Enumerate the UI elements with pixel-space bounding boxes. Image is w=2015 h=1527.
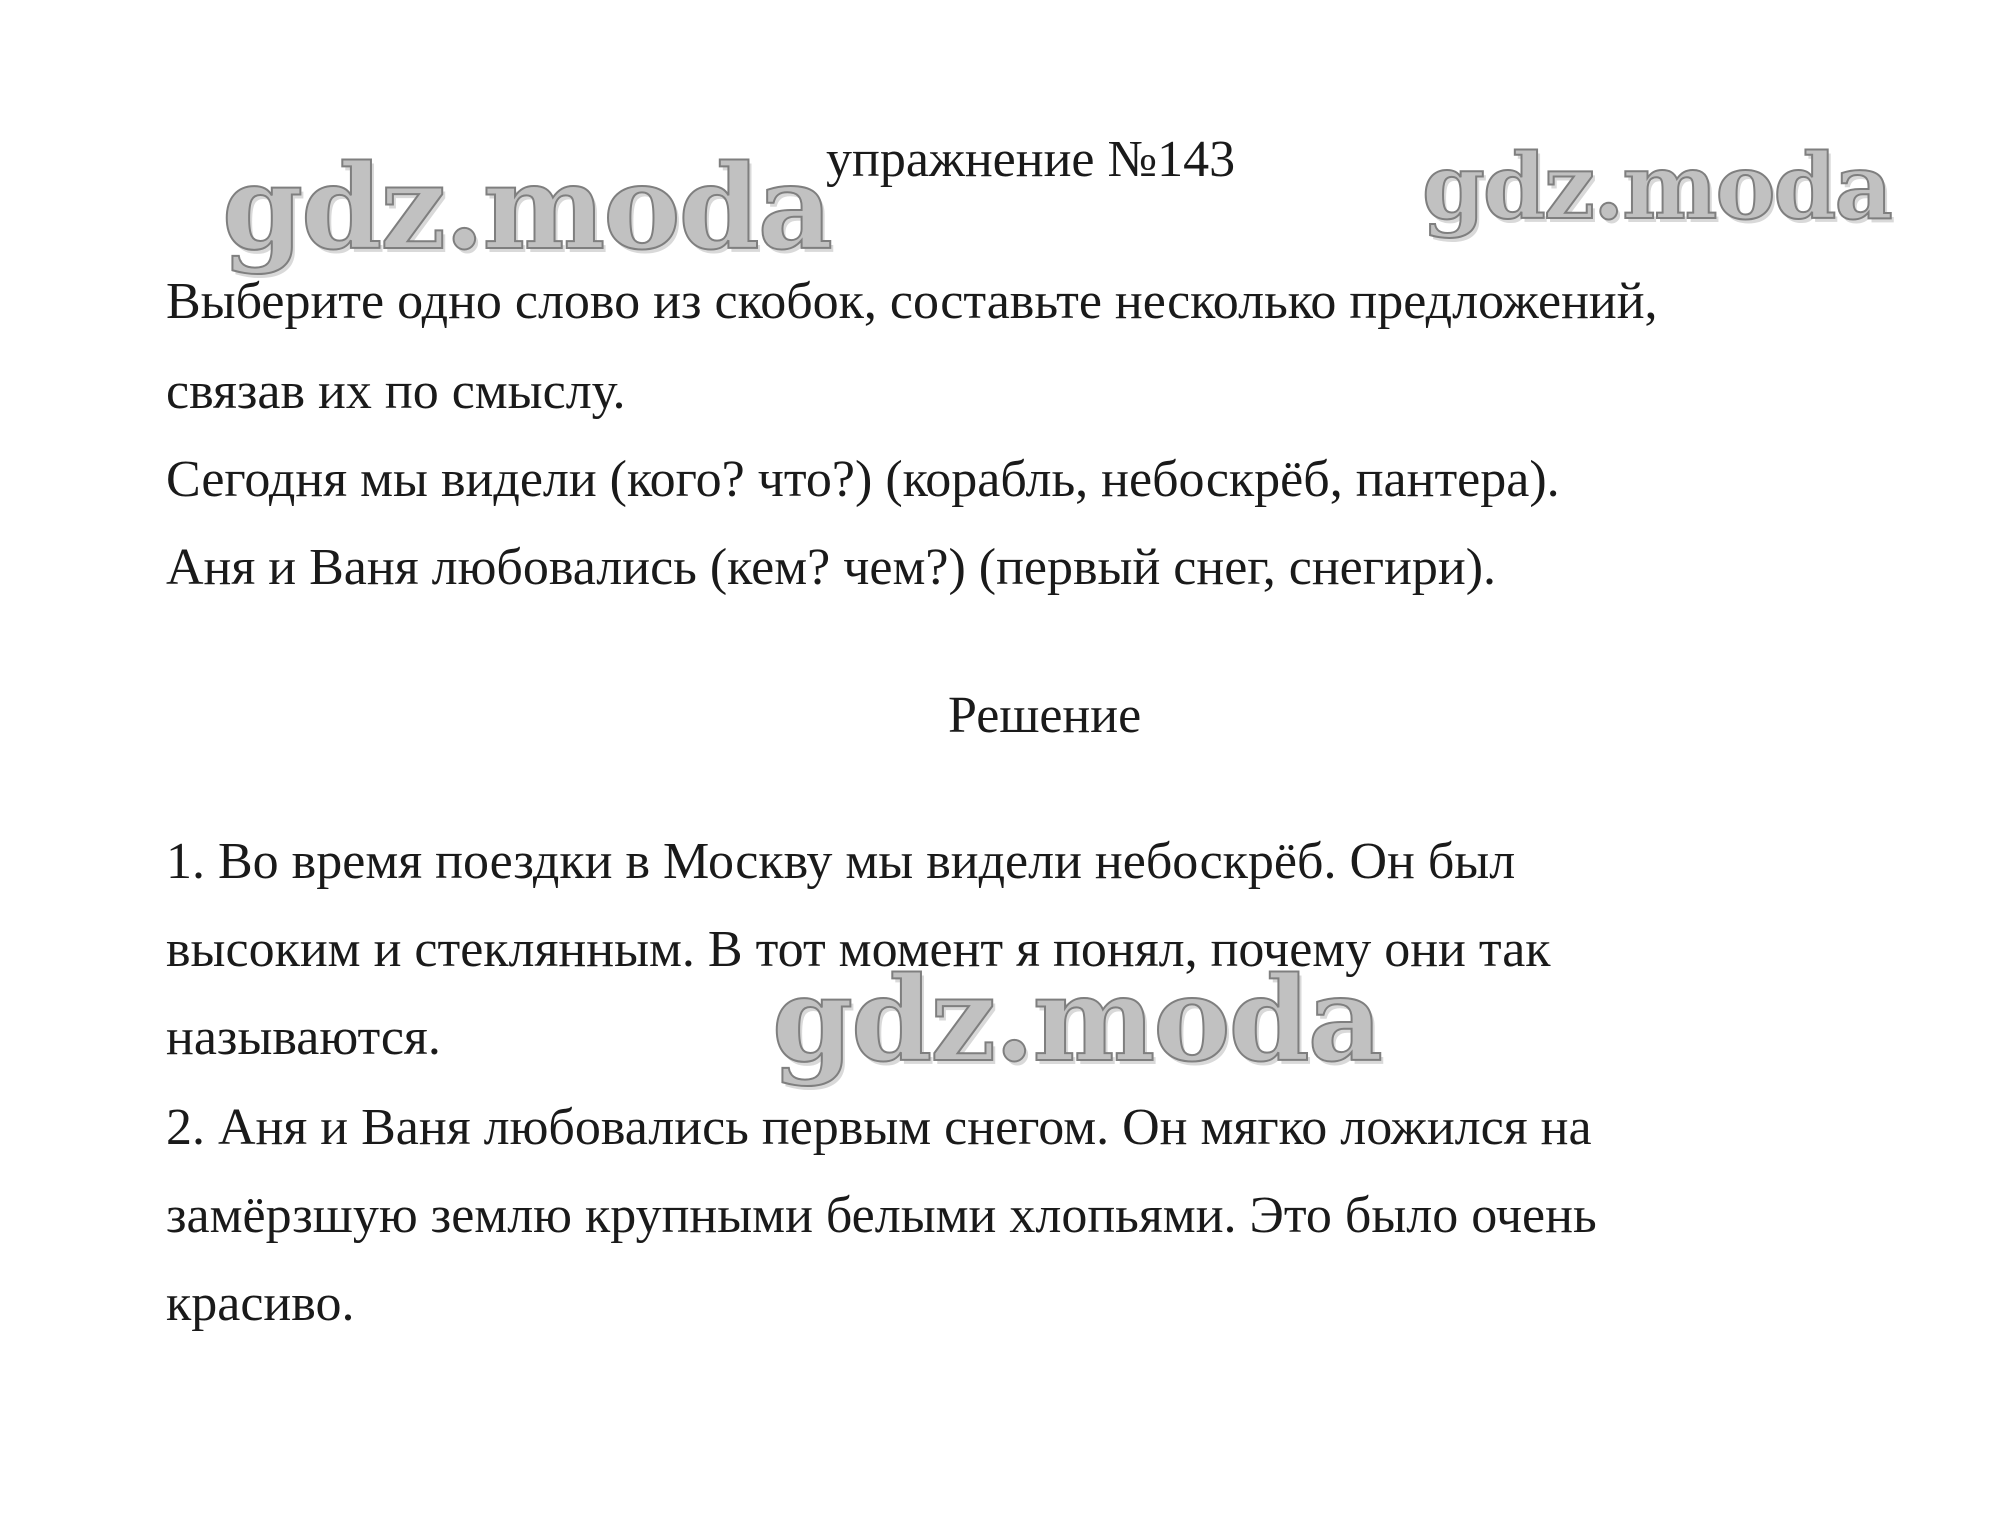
watermark-logo-center: gdz.moda [772, 952, 1381, 1088]
solution-line-4: 2. Аня и Ваня любовались первым снегом. Он мягко ложился на [166, 1099, 1592, 1156]
solution-line-2: высоким и стеклянным. В тот момент я понял, почему они так [166, 921, 1551, 978]
task-line-1: Выберите одно слово из скобок, составьте несколько предложений, [166, 273, 1658, 330]
solution-line-1: 1. Во время поездки в Москву мы видели небоскрёб. Он был [166, 833, 1516, 890]
watermark-logo-top-left: gdz.moda [222, 140, 831, 276]
task-line-3: Сегодня мы видели (кого? что?) (корабль, небоскрёб, пантера). [166, 451, 1560, 508]
task-line-4: Аня и Ваня любовались (кем? чем?) (первый снег, снегири). [166, 539, 1497, 596]
task-line-2: связав их по смыслу. [166, 363, 626, 420]
solution-heading: Решение [948, 687, 1142, 744]
solution-line-3: называются. [166, 1009, 441, 1066]
solution-line-5: замёрзшую землю крупными белыми хлопьями. Это было очень [166, 1187, 1597, 1244]
exercise-title: упражнение №143 [826, 131, 1236, 188]
solution-line-6: красиво. [166, 1275, 355, 1332]
watermark-logo-top-right: gdz.moda [1422, 134, 1891, 240]
